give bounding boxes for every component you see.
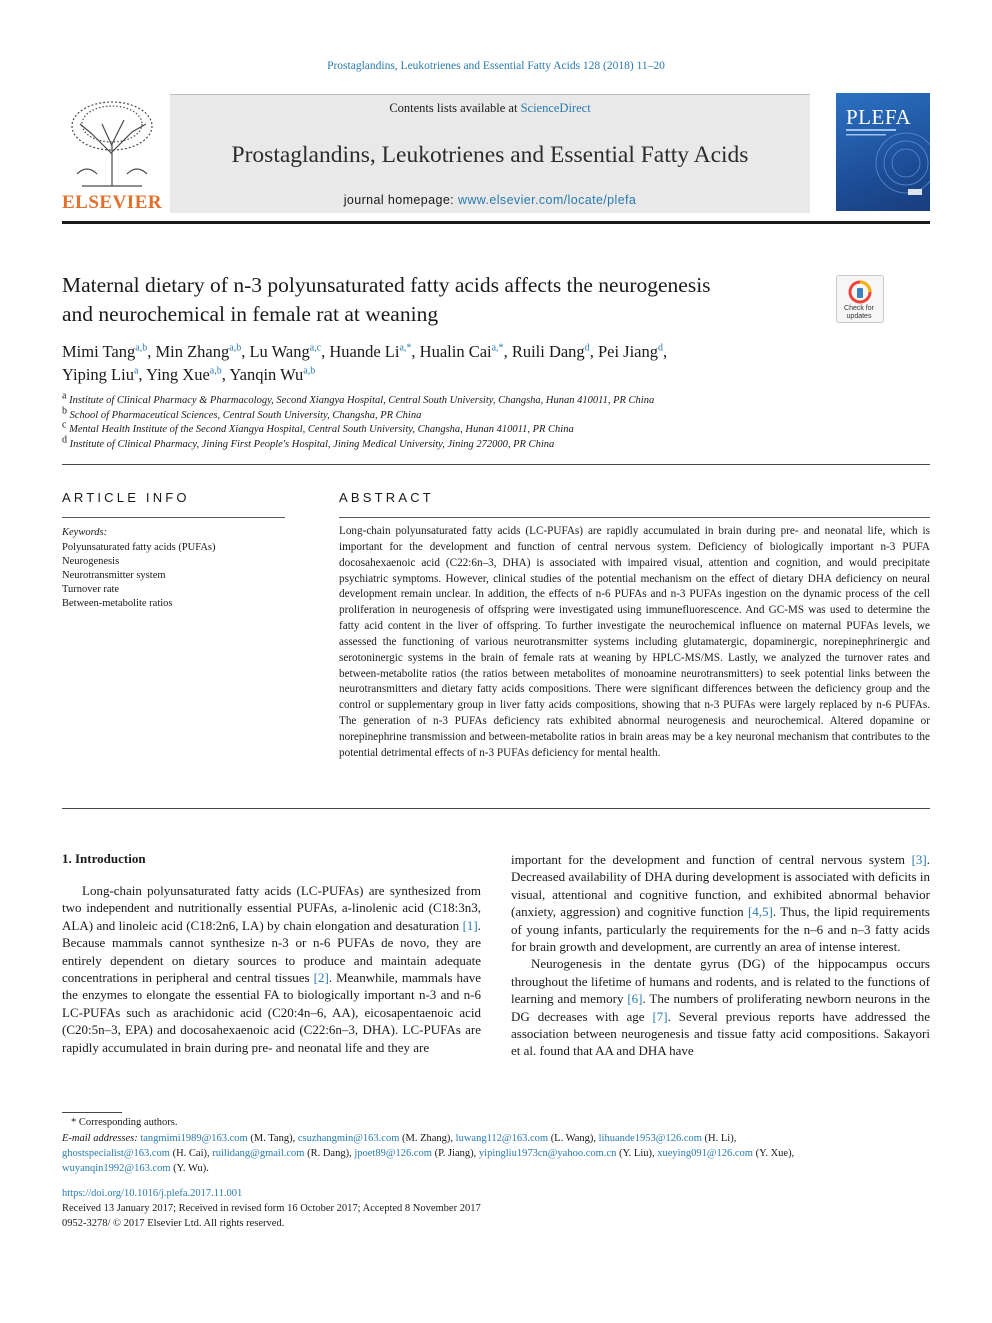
copyright-line: 0952-3278/ © 2017 Elsevier Ltd. All rights reserved. bbox=[62, 1218, 285, 1229]
reference-link[interactable]: [4,5] bbox=[747, 904, 773, 920]
reference-link[interactable]: [6] bbox=[627, 991, 643, 1007]
author[interactable]: Huande $Li^{a,*}$ bbox=[329, 342, 412, 361]
keyword: Between-metabolite ratios bbox=[62, 598, 173, 609]
journal-homepage-line bbox=[170, 193, 810, 207]
divider bbox=[62, 808, 930, 809]
corresponding-authors-note: * Corresponding authors. bbox=[71, 1117, 178, 1128]
contents-available-line bbox=[170, 101, 810, 116]
body-column-left bbox=[62, 882, 481, 1056]
doi-link[interactable]: https://doi.org/10.1016/j.plefa.2017.11.001 bbox=[62, 1188, 243, 1199]
email-link[interactable]: csuzhangmin@163.com bbox=[297, 1133, 400, 1144]
email-label: E-mail addresses: bbox=[62, 1133, 138, 1144]
header-rule bbox=[62, 221, 930, 224]
paragraph: Long-chain polyunsaturated fatty acids (LC-PUFAs) are synthesized from two independent and nutritionally essential PUFAs, a-linolenic acid (C18:3n3, ALA) and linoleic acid (C18:2n6, LA) by chain elongation and desaturation [1]. Because mammals cannot synthesize n-3 or n-6 PUFAs de novo, they are entirely dependent on dietary sources to produce and maintain adequate concentrations in peripheral and central tissues [2]. Meanwhile, mammals have the enzymes to elongate the essential FA to biologically important n-3 and n-6 LC-PUFAs such as arachidonic acid (C20:4n–6, AA), eicosapentaenoic acid (C20:5n–3, EPA) and docosahexaenoic acid (C22:6n–3, DHA). LC-PUFAs are rapidly accumulated in brain during pre- and neonatal life and they are bbox=[62, 883, 481, 1055]
author-list: Mimi Tang$^{a,b}$, Min Zhang$^{a,b}$, Lu Wang$^{a,c}$, Huande $Li^{a,*}$, Hualin Cai$^{a,*}$, Ruili Dang$^d$, Pei Jiang$^d$, Yiping Liu$^a$, Ying Xue$^{a,b}$, Yanqin Wu$^{a,b}$ bbox=[62, 342, 668, 384]
journal-citation[interactable]: Prostaglandins, Leukotrienes and Essential Fatty Acids 128 (2018) 11–20 bbox=[327, 60, 665, 72]
section-heading-introduction: 1. Introduction bbox=[62, 851, 146, 866]
email-link[interactable]: tangmimi1989@163.com bbox=[140, 1133, 248, 1144]
email-link[interactable]: yipingliu1973cn@yahoo.com.cn bbox=[478, 1147, 617, 1159]
affiliation: a Institute of Clinical Pharmacy & Pharmacology, Second Xiangya Hospital, Central South University, Changsha, Hunan 410011, PR China bbox=[62, 390, 655, 406]
homepage-link[interactable]: www.elsevier.com/locate/plefa bbox=[457, 193, 637, 207]
author[interactable]: Pei Jiang$^d$ bbox=[597, 342, 663, 361]
email-link[interactable]: ruilidang@gmail.com bbox=[212, 1147, 305, 1159]
affiliations bbox=[62, 390, 922, 452]
article-title-line-2: and neurochemical in female rat at weaning bbox=[62, 302, 439, 326]
cover-title: PLEFA bbox=[846, 105, 912, 129]
author[interactable]: Ying Xue$^{a,b}$ bbox=[146, 365, 222, 384]
email-addresses: E-mail addresses: tangmimi1989@163.com (M. Tang), csuzhangmin@163.com (M. Zhang), luwang112@163.com (L. Wang), lihuande1953@126.com (H. Li), ghostspecialist@163.com (H. Cai), ruilidang@gmail.com (R. Dang), jpoet89@126.com (P. Jiang), yipingliu1973cn@yahoo.com.cn (Y. Liu), xueying091@126.com (Y. Xue), wuyanqin1992@163.com (Y. Wu). bbox=[62, 1133, 795, 1174]
paragraph: important for the development and function of central nervous system [3]. Decreased availability of DHA during development is associated with deficits in visual, attentional and cognitive function, and exhibited abnormal behavior (anxiety, aggression) and cognitive function [4,5]. Thus, the lipid requirements of young infants, particularly the requirements for the n–6 and n–3 fatty acids for brain growth and development, are currently an area of intense interest. bbox=[511, 852, 930, 955]
keywords-list bbox=[62, 541, 292, 611]
author[interactable]: Yanqin Wu$^{a,b}$ bbox=[229, 365, 316, 384]
keyword: Polyunsaturated fatty acids (PUFAs) bbox=[62, 542, 216, 553]
paragraph: Neurogenesis in the dentate gyrus (DG) of the hippocampus occurs throughout the lifetime of humans and rodents, and is related to the functions of learning and memory [6]. The numbers of proliferating newborn neurons in the DG decreases with age [7]. Several previous reports have addressed the association between neurogenesis and tissue fatty acid compositions. Sakayori et al. found that AA and DHA have bbox=[511, 956, 930, 1059]
divider bbox=[62, 464, 930, 465]
reference-link[interactable]: [7] bbox=[652, 1008, 668, 1024]
journal-cover-image[interactable] bbox=[836, 93, 930, 211]
homepage-prefix: journal homepage: bbox=[343, 193, 455, 207]
email-link[interactable]: jpoet89@126.com bbox=[354, 1147, 432, 1159]
author[interactable]: Mimi Tang$^{a,b}$ bbox=[62, 342, 148, 361]
affiliation: b School of Pharmaceutical Sciences, Central South University, Changsha, PR China bbox=[62, 405, 422, 421]
divider bbox=[339, 517, 930, 518]
check-for-updates-label: Check for updates bbox=[844, 305, 874, 320]
sciencedirect-link[interactable]: ScienceDirect bbox=[520, 101, 591, 115]
keywords-label: Keywords: bbox=[62, 527, 108, 538]
affiliation: d Institute of Clinical Pharmacy, Jining First People's Hospital, Jining Medical University, Jining 272000, PR China bbox=[62, 434, 555, 450]
author[interactable]: Yiping Liu$^a$ bbox=[62, 365, 139, 384]
article-title-line-1: Maternal dietary of n-3 polyunsaturated fatty acids affects the neurogenesis bbox=[62, 273, 711, 297]
body-column-right bbox=[511, 851, 930, 1060]
reference-link[interactable]: [3] bbox=[911, 852, 927, 867]
email-link[interactable]: lihuande1953@126.com bbox=[598, 1133, 702, 1144]
elsevier-wordmark: ELSEVIER bbox=[62, 192, 163, 213]
article-title bbox=[62, 271, 822, 329]
footnote-rule bbox=[62, 1112, 122, 1113]
author[interactable]: Lu Wang$^{a,c}$ bbox=[249, 342, 322, 361]
keyword: Neurotransmitter system bbox=[62, 570, 166, 581]
abstract-text: Long-chain polyunsaturated fatty acids (LC-PUFAs) are rapidly accumulated in brain during pre- and neonatal life, which is important for the development and function of central nervous system. Deficiency of biologically important n-3 PUFA docosahexaenoic acid (C22:6n–3, DHA) is associated with impaired visual, attention and cognition, and would precipitate psychiatric symptoms. However, clinical studies of the potential mechanism on the effect of dietary DHA deficiency on neural development remain unclear. In addition, the effects of n-6 PUFAs and n-3 PUFAs ingestion on the dynamic process of the cell proliferation in neurogenesis of offspring were investigated using immunefluorescence. And GC-MS was used to determine the fatty acid content in the liver of offspring. To further investigate the neurochemical influence on maternal PUFAs levels, we assessed the functioning of various neurotransmitter systems including glutamatergic, dopaminergic, norepinephrinergic and serotoninergic systems in the brain of female rats at weaning by HPLC-MS/MS. Lastly, we analyzed the turnover rates and between-metabolite ratios (the ratios between metabolites of monoamine neurotransmitters) to seek potential links between the neurotransmitters and dietary fatty acids compositions. There were significant differences between the deficiency group and the control or supplementary group in liver fatty acids compositions, showing that n-3 PUFAs were largely replaced by n-6 PUFAs. The generation of n-3 PUFAs deficiency rats exhibited abnormal neurogenesis and neurochemical. Altered dopamine or norepinephrine transmission and between-metabolite ratios in brain areas may be a key neuronal mechanism that contributes to the potential detrimental effects of n-3 PUFAs deficiency for mental health. bbox=[339, 525, 930, 759]
article-info-heading: ARTICLE INFO bbox=[62, 490, 190, 505]
journal-title: Prostaglandins, Leukotrienes and Essential Fatty Acids bbox=[231, 142, 749, 168]
check-updates-icon bbox=[848, 280, 872, 304]
keyword: Neurogenesis bbox=[62, 556, 120, 567]
email-link[interactable]: luwang112@163.com bbox=[455, 1133, 549, 1144]
keyword: Turnover rate bbox=[62, 584, 120, 595]
contents-prefix: Contents lists available at bbox=[389, 101, 518, 115]
divider bbox=[62, 517, 285, 518]
affiliation: c Mental Health Institute of the Second Xiangya Hospital, Central South University, Changsha, Hunan 410011, PR China bbox=[62, 419, 574, 435]
author[interactable]: Min Zhang$^{a,b}$ bbox=[155, 342, 242, 361]
email-link[interactable]: xueying091@126.com bbox=[657, 1147, 753, 1159]
email-link[interactable]: wuyanqin1992@163.com bbox=[62, 1162, 171, 1174]
received-dates: Received 13 January 2017; Received in revised form 16 October 2017; Accepted 8 November 2017 bbox=[62, 1203, 481, 1214]
abstract-heading: ABSTRACT bbox=[339, 490, 434, 505]
reference-link[interactable]: [2] bbox=[313, 970, 329, 986]
reference-link[interactable]: [1] bbox=[462, 917, 478, 933]
email-link[interactable]: ghostspecialist@163.com bbox=[62, 1147, 170, 1159]
author[interactable]: Hualin Cai$^{a,*}$ bbox=[419, 342, 504, 361]
author[interactable]: Ruili Dang$^d$ bbox=[511, 342, 590, 361]
